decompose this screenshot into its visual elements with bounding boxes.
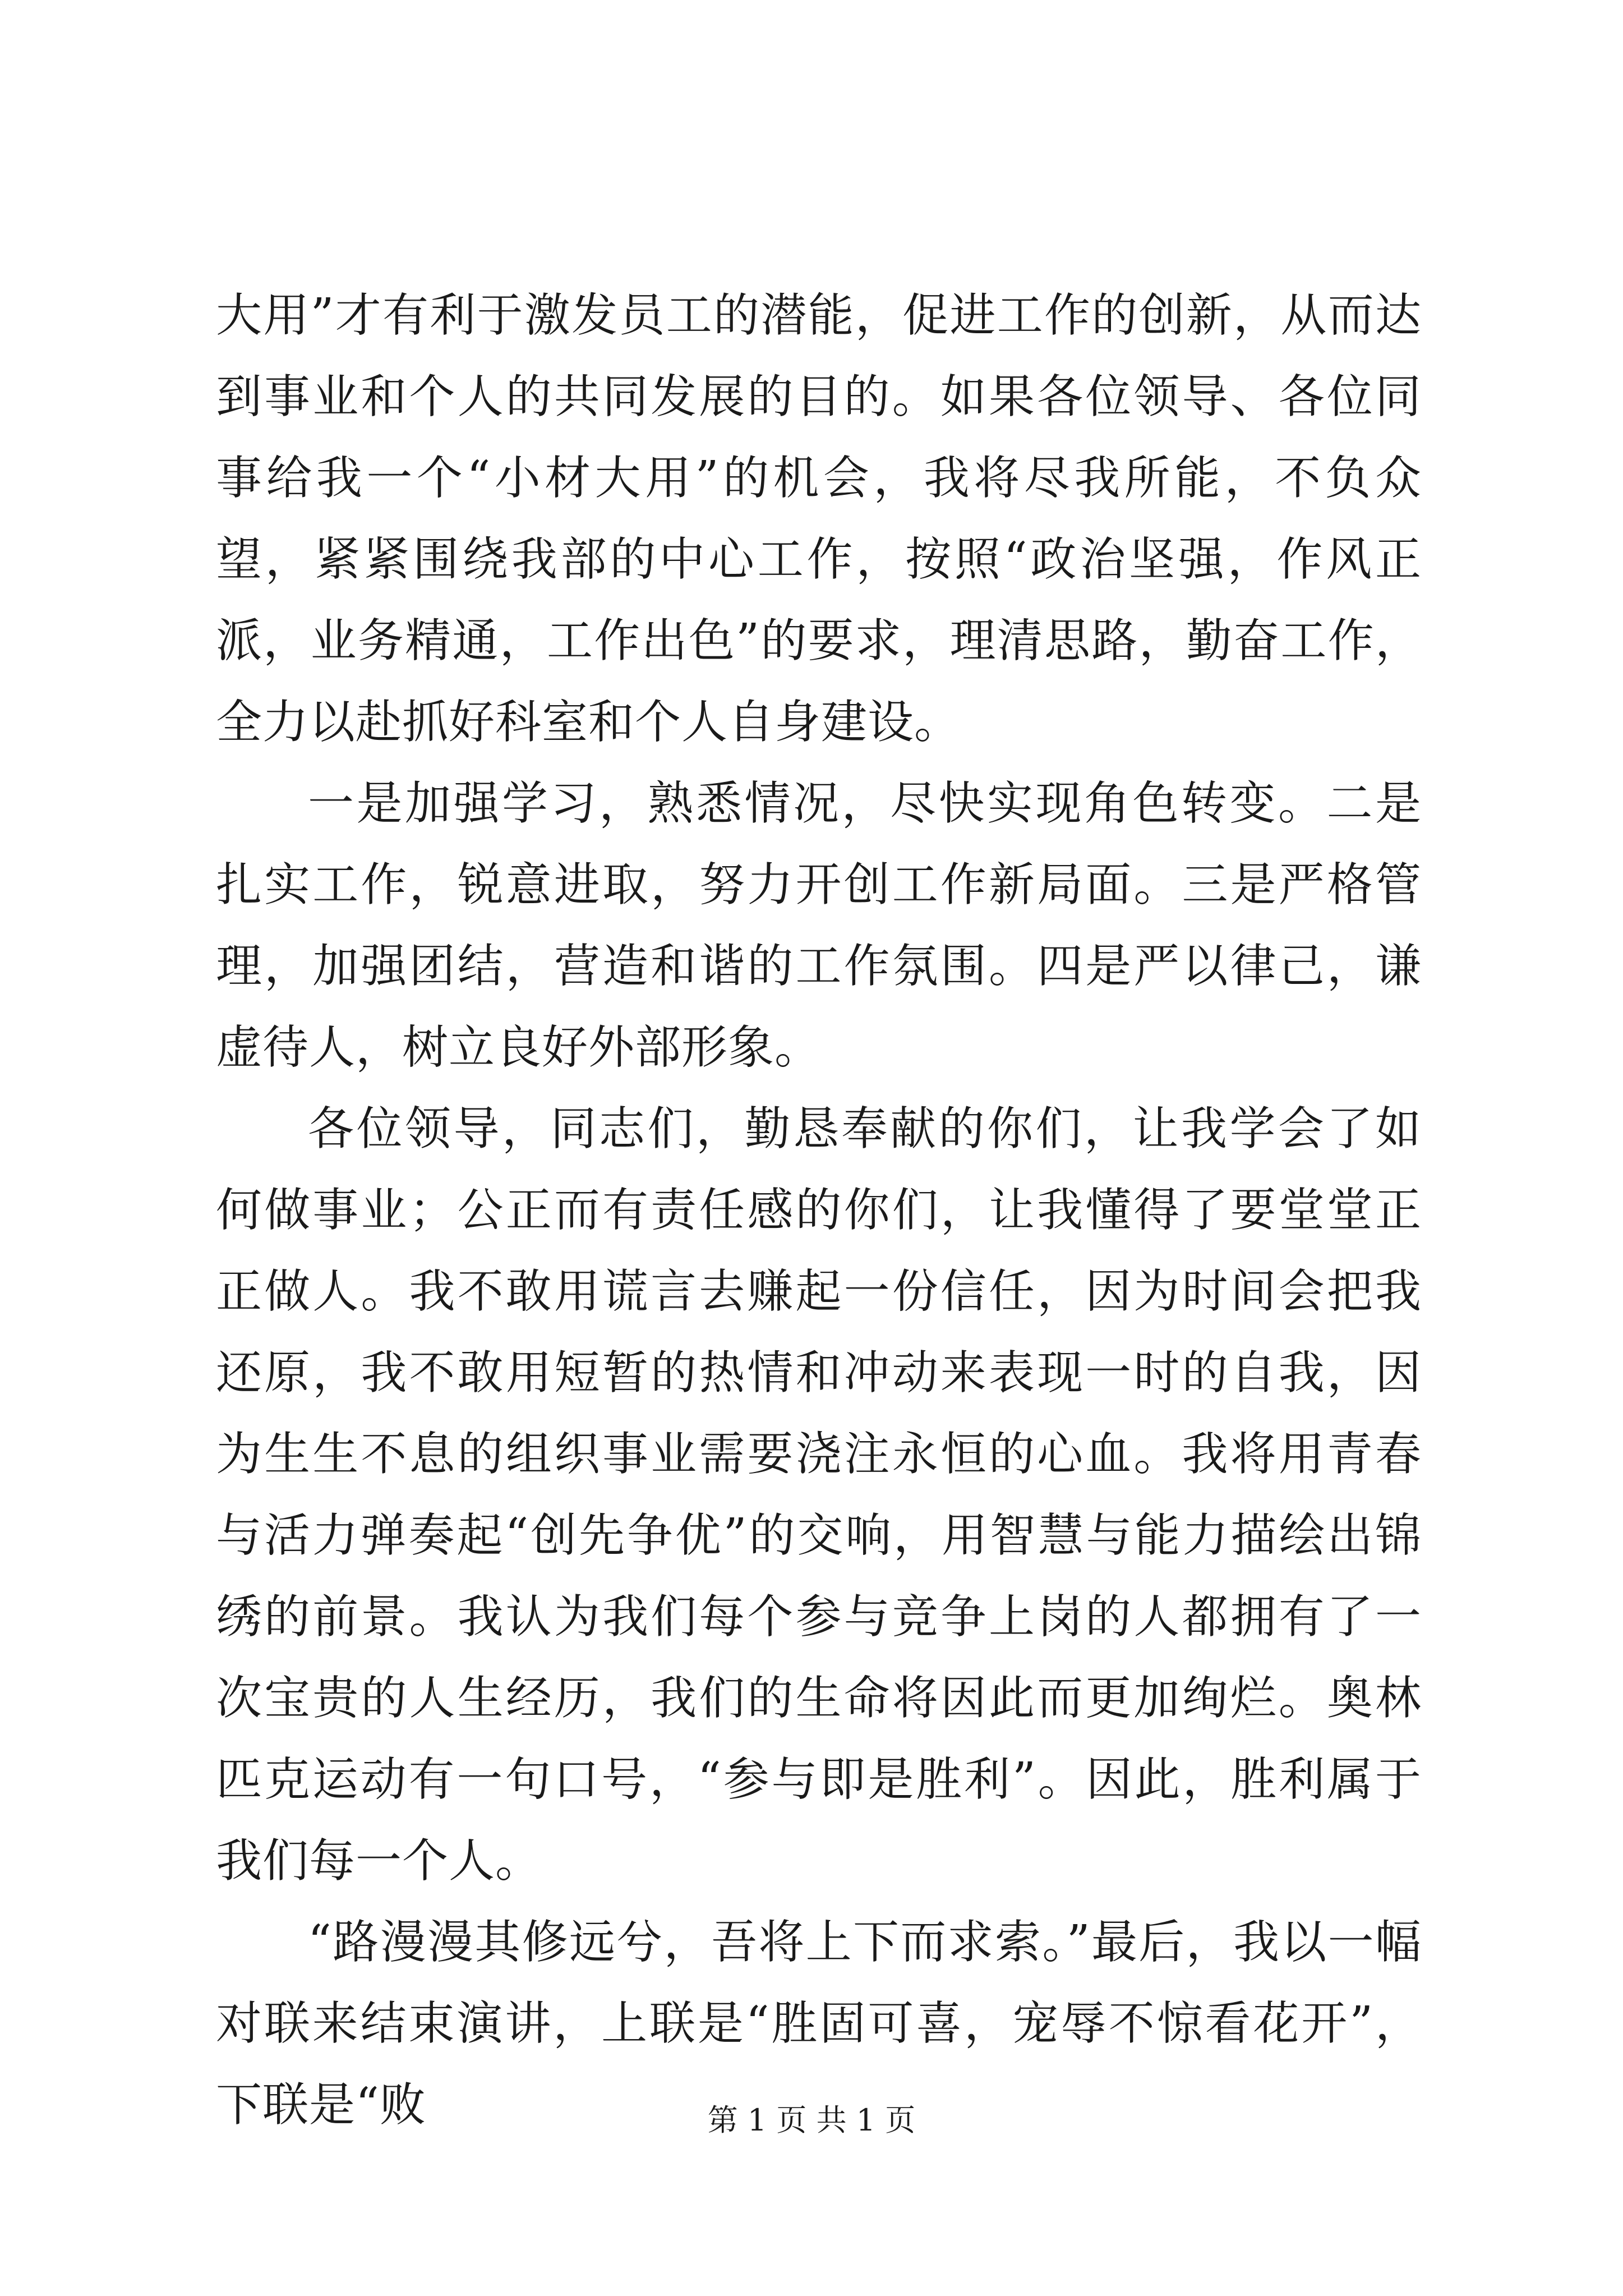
paragraph-4: “路漫漫其修远兮，吾将上下而求索。”最后，我以一幅对联来结束演讲，上联是“胜固可喜，宠辱不惊看花开”，下联是“败 [216,1916,1422,2132]
page-footer: 第 1 页 共 1 页 [707,2102,916,2138]
paragraph-1: 大用”才有利于激发员工的潜能，促进工作的创新，从而达到事业和个人的共同发展的目的。如果各位领导、各位同事给我一个“小材大用”的机会，我将尽我所能，不负众望，紧紧围绕我部的中心工作，按照“政治坚强，作风正派，业务精通，工作出色”的要求，理清思路，勤奋工作，全力以赴抓好科室和个人自身建设。 [216,289,1422,749]
paragraph-2: 一是加强学习，熟悉情况，尽快实现角色转变。二是扎实工作，锐意进取，努力开创工作新局面。三是严格管理，加强团结，营造和谐的工作氛围。四是严以律己，谦虚待人，树立良好外部形象。 [216,777,1422,1074]
document-body [216,275,1422,2146]
paragraph-3: 各位领导，同志们，勤恳奉献的你们，让我学会了如何做事业；公正而有责任感的你们，让我懂得了要堂堂正正做人。我不敢用谎言去赚起一份信任，因为时间会把我还原，我不敢用短暂的热情和冲动来表现一时的自我，因为生生不息的组织事业需要浇注永恒的心血。我将用青春与活力弹奏起“创先争优”的交响，用智慧与能力描绘出锦绣的前景。我认为我们每个参与竞争上岗的人都拥有了一次宝贵的人生经历，我们的生命将因此而更加绚烂。奥林匹克运动有一句口号，“参与即是胜利”。因此，胜利属于我们每一个人。 [216,1102,1422,1888]
